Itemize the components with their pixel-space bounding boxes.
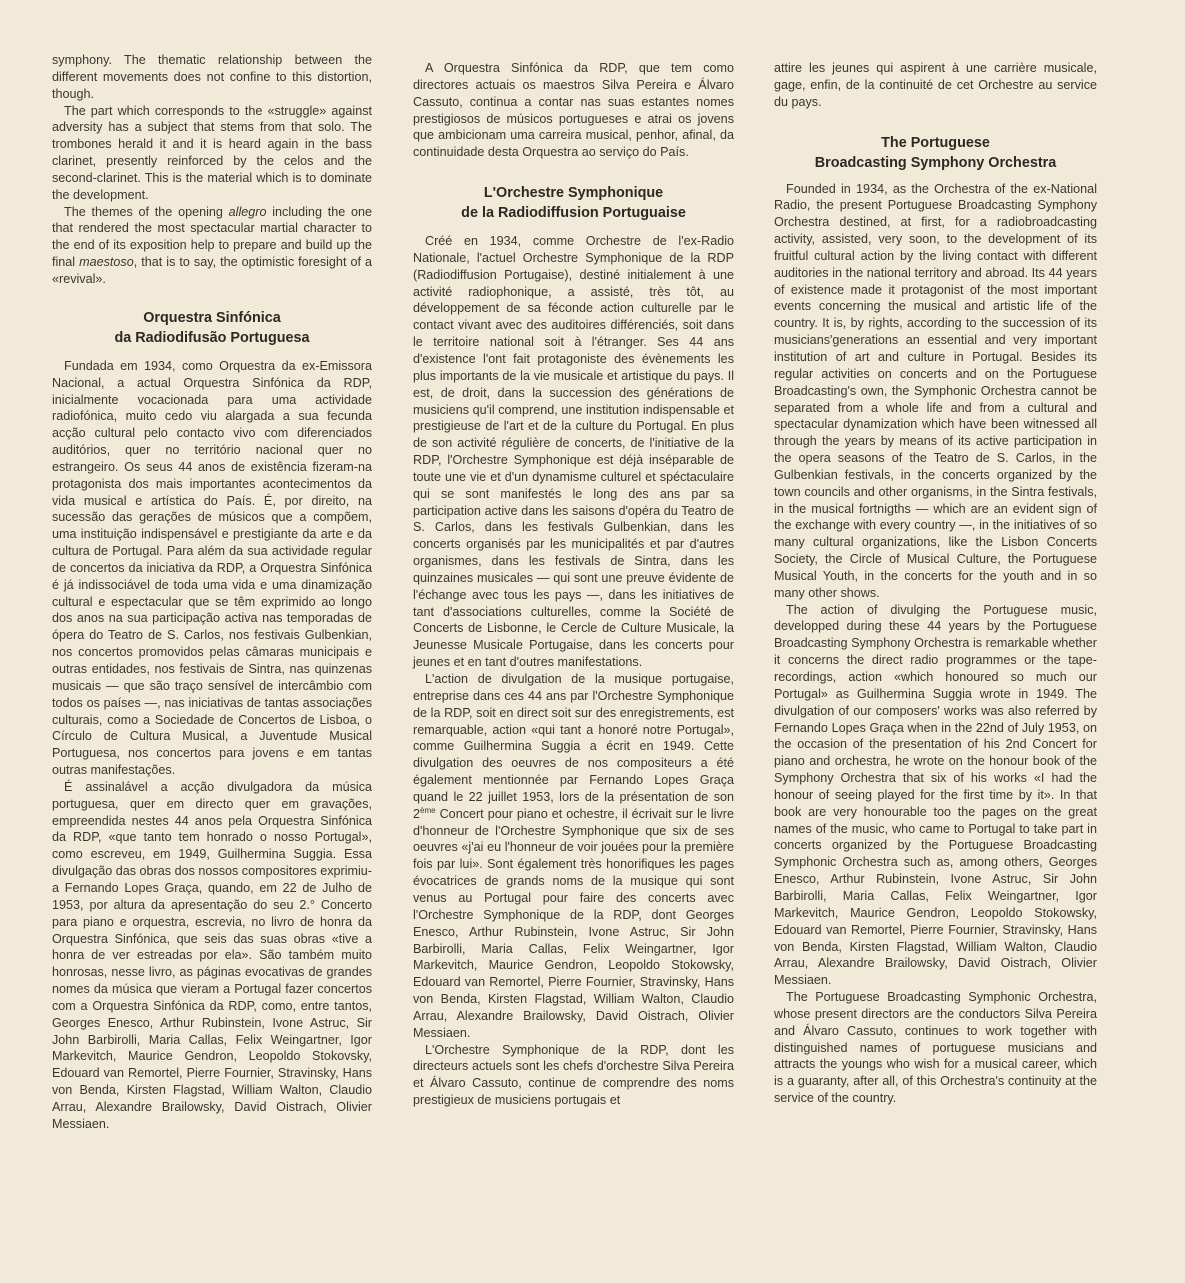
paragraph: Fundada em 1934, como Orquestra da ex-Emissora Nacional, a actual Orquestra Sinfónica da RDP, inicialmente vocacionada para uma actividade radiofónica, muito cedo viu alargada a sua fecunda acção cultural pelo contacto vivo com diferenciados auditórios, quer no território nacional quer no estrangeiro. Os seus 44 anos de existência fizeram-na protagonista dos mais importantes acontecimentos da vida musical e artística do País. É, por direito, na sucessão das gerações de músicos que a compõem, uma instituição indispensável e prestigiante da arte e da cultura de Portugal. Para além da sua actividade regular de concertos da iniciativa da RDP, a Orquestra Sinfónica é já indissociável de toda uma vida e uma dinamização cultural e espectacular que se têm exprimido ao longo dos anos na sua participação activa nas temporadas de ópera do Teatro de S. Carlos, nos festivais Gulbenkian, nos concertos promovidos pelas câmaras municipais e outras entidades, nos festivais de Sintra, nas quinzenas musicais — que são traço sensível de intercâmbio com todos os países —, nas iniciativas de tantas associações culturais, como a Sociedade de Concertos de Lisboa, o Círculo de Cultura Musical, a Juventude Musical Portuguesa, nos concertos para jovens e em tantas outras manifestações. xyxy=(52,358,372,778)
heading-line: Orquestra Sinfónica xyxy=(143,309,281,326)
heading-line: Broadcasting Symphony Orchestra xyxy=(814,154,1057,171)
text-run: L'action de divulgation de la musique portugaise, entreprise dans ces 44 ans par l'Orchestre Symphonique de la RDP, soit en direct soit sur des enregistrements, est remarquable, action «qui tant a honoré notre Portugal», comme Guilhermina Suggia a écrit en 1949. Cette divulgation des oeuvres de nos compositeurs a été également mentionnée par Fernando Lopes Graça quand le 22 juillet 1953, lors de la présentation de son 2 xyxy=(413,672,734,821)
italic-term: maestoso xyxy=(79,255,134,270)
text-run: including the one that rendered the most spectacular martial character to the end of its exposition help to prepare and build up the final xyxy=(52,204,372,270)
paragraph xyxy=(413,671,734,1042)
column-english xyxy=(774,60,1097,1107)
heading-line: de la Radiodiffusion Portuguaise xyxy=(461,205,686,222)
heading-line: The Portuguese xyxy=(881,134,990,151)
text-run: The themes of the opening xyxy=(64,204,229,219)
column-english-portuguese xyxy=(52,52,372,1133)
paragraph: Founded in 1934, as the Orchestra of the ex-National Radio, the present Portuguese Broadcasting Symphony Orchestra destined, at first, for a radiobroadcasting activity, assisted, very soon, to the development of its fruitful cultural action by the living contact with different auditories in the national territory and abroad. Its 44 years of existence made it protagonist of the most important events concerning the musical and artistic life of the country. It is, by rights, according to the succession of its musicians'generations an essential and very important institution of art and culture in Portugal. Besides its regular activities on concerts and on the Portuguese Broadcasting's own, the Symphonic Orchestra cannot be separated from a whole life and from a cultural and spectacular dynamization which have been witnessed all through the years by means of its active participation in the opera seasons of the Teatro de S. Carlos, in the Gulbenkian festivals, in the concerts organized by the town councils and other organisms, in the Sintra festivals, in the musical fortnigths — which are an evident sign of the exchange with every country —, in the initiatives of so many cultural organizations, like the Lisbon Concerts Society, the Circle of Musical Culture, the Portuguese Musical Youth, in the concerts for the youth and in so many other shows. xyxy=(774,181,1097,600)
paragraph: L'Orchestre Symphonique de la RDP, dont les directeurs actuels sont les chefs d'orchestre Silva Pereira et Álvaro Cassuto, continue de comprendre des noms prestigieux de musiciens portugais et xyxy=(413,1042,734,1108)
text-run: Concert pour piano et ochestre, il écrivait sur le livre d'honneur de l'Orchestre Symphonique que six de ses oeuvres «j'ai eu l'honneur de voir jouées pour la première fois par lui». Sont également très honorifiques les pages évocatrices de grands noms de la musique qui sont venus au Portugal pour faire des concerts avec l'Orchestre Symphonique de la RDP, dont Georges Enesco, Arthur Rubinstein, Ivone Astruc, Sir John Barbirolli, Maria Callas, Felix Weingartner, Igor Markevitch, Maurice Gendron, Leopoldo Stokowsky, Edouard van Remortel, Pierre Fournier, Stravinsky, Hans von Benda, Kirsten Flagstad, William Walton, Claudio Arrau, Alexandre Brailowsky, David Oistrach, Olivier Messiaen. xyxy=(413,806,734,1040)
heading-line: L'Orchestre Symphonique xyxy=(483,185,664,202)
paragraph: symphony. The thematic relationship between the different movements does not confine to this distortion, though. xyxy=(52,53,372,101)
paragraph: The part which corresponds to the «struggle» against adversity has a subject that stems from that solo. The trombones herald it and it is heard again in the bass clarinet, presently reinforced by the celos and the second-clarinet. This is the material which is to dominate the development. xyxy=(52,103,372,202)
section-heading-english xyxy=(774,133,1097,173)
column-french xyxy=(413,60,734,1109)
italic-term: allegro xyxy=(228,204,267,219)
superscript: ème xyxy=(420,805,436,815)
heading-line: da Radiodifusão Portuguesa xyxy=(114,329,310,346)
paragraph: Créé en 1934, comme Orchestre de l'ex-Radio Nationale, l'actuel Orchestre Symphonique de la RDP (Radiodiffusion Portugaise), destiné initialement à une activité radiophonique, a assisté, très tôt, au développement de sa féconde action culturelle par le contact vivant avec des auditoires différenciés, soit dans le territoire national soit à l'étranger. Ses 44 ans d'existence l'ont fait protagoniste des évènements les plus importants de la vie musicale et artistique du pays. Il est, de droit, dans la succession des générations de musiciens qu'il comprend, une institution indispensable et prestigieuse de l'art et de la culture du Portugal. En plus de son activité régulière de concerts, de l'initiative de la RDP, l'Orchestre Symphonique est déjà inséparable de toute une vie et d'un dynamisme culturel et spéctaculaire qui se sont manifestés le long des ans par sa participation active dans les saisons d'opéra du Teatro de S. Carlos, dans les festivals Gulbenkian, dans les concerts organisés par les municipalités et par d'autres organismes, dans les festivals de Sintra, dans les quinzaines musicales — qui sont une preuve évidente de l'échange avec tous les pays —, dans les initiatives de tant d'associations culturelles, comme la Société de Concerts de Lisbonne, le Cercle de Culture Musicale, la Jeunesse Musicale Portugaise, dans les concerts pour jeunes et en tant d'outres manifestations. xyxy=(413,234,734,670)
section-heading-portuguese xyxy=(52,308,372,348)
paragraph: A Orquestra Sinfónica da RDP, que tem como directores actuais os maestros Silva Pereira e Álvaro Cassuto, continua a contar nas suas estantes nomes prestigiosos de músicos portugueses e atrai os jovens que ambicionam uma carreira musical, penhor, afinal, da continuidade desta Orquestra ao serviço do País. xyxy=(413,61,734,160)
text-run: , that is to say, the optimistic foresight of a «revival». xyxy=(52,255,372,286)
paragraph xyxy=(52,204,372,288)
paragraph: attire les jeunes qui aspirent à une carrière musicale, gage, enfin, de la continuité de cet Orchestre au service du pays. xyxy=(774,61,1097,109)
paragraph: The action of divulging the Portuguese music, developped during these 44 years by the Portuguese Broadcasting Symphony Orchestra is remarkable whether it concerns the direct radio programmes or the tape-recordings, action «which honoured so much our Portugal» as Guilhermina Suggia wrote in 1949. The divulgation of our composers' works was also referred by Fernando Lopes Graça when in the 22nd of July 1953, on the occasion of the presentation of his 2nd Concert for piano and orchestra, he wrote on the honour book of the Symphony Orchestra that six of his works «I had the honour of seeing played for the first time by it». In that book are very honourable too the pages on the great names of the music, who came to Portugal to take part in concerts organized by the Portuguese Broadcasting Symphonic Orchestra such as, among others, Georges Enesco, Arthur Rubinstein, Ivone Astruc, Sir John Barbirolli, Maria Callas, Felix Weingartner, Igor Markevitch, Maurice Gendron, Leopoldo Stokowsky, Edouard van Remortel, Pierre Fournier, Stravinsky, Hans von Benda, Kirsten Flagstad, William Walton, Claudio Arrau, Alexandre Brailowsky, David Oistrach, Olivier Messiaen. xyxy=(774,602,1097,988)
paragraph: É assinalável a acção divulgadora da música portuguesa, quer em directo quer em gravações, empreendida nestes 44 anos pela Orquestra Sinfónica da RDP, «que tanto tem honrado o nosso Portugal», como escreveu, em 1949, Guilhermina Suggia. Essa divulgação das obras dos nossos compositores exprimiu-a Fernando Lopes Graça, quando, em 22 de Julho de 1953, por altura da apresentação do seu 2.° Concerto para piano e orquestra, escrevia, no livro de honra da Orquestra Sinfónica, que seis das suas obras «tive a honra de ver estreadas por ela». São também muito honrosas, nesse livro, as páginas evocativas de grandes nomes da música que vieram a Portugal fazer concertos com a Orquestra Sinfónica da RDP, como, entre tantos, Georges Enesco, Arthur Rubinstein, Ivone Astruc, Sir John Barbirolli, Maria Callas, Felix Weingartner, Igor Markevitch, Maurice Gendron, Leopoldo Stokovsky, Edouard van Remortel, Pierre Fournier, Stravinsky, Hans von Benda, Kirsten Flagstad, William Walton, Claudio Arrau, Alexandre Brailowsky, David Oistrach, Olivier Messiaen. xyxy=(52,779,372,1131)
paragraph: The Portuguese Broadcasting Symphonic Orchestra, whose present directors are the conductors Silva Pereira and Álvaro Cassuto, continues to work together with distinguished names of portuguese musicians and attracts the youngs who wish for a musical career, which is a guaranty, after all, of this Orchestra's continuity at the service of the country. xyxy=(774,990,1097,1106)
section-heading-french xyxy=(413,183,734,223)
